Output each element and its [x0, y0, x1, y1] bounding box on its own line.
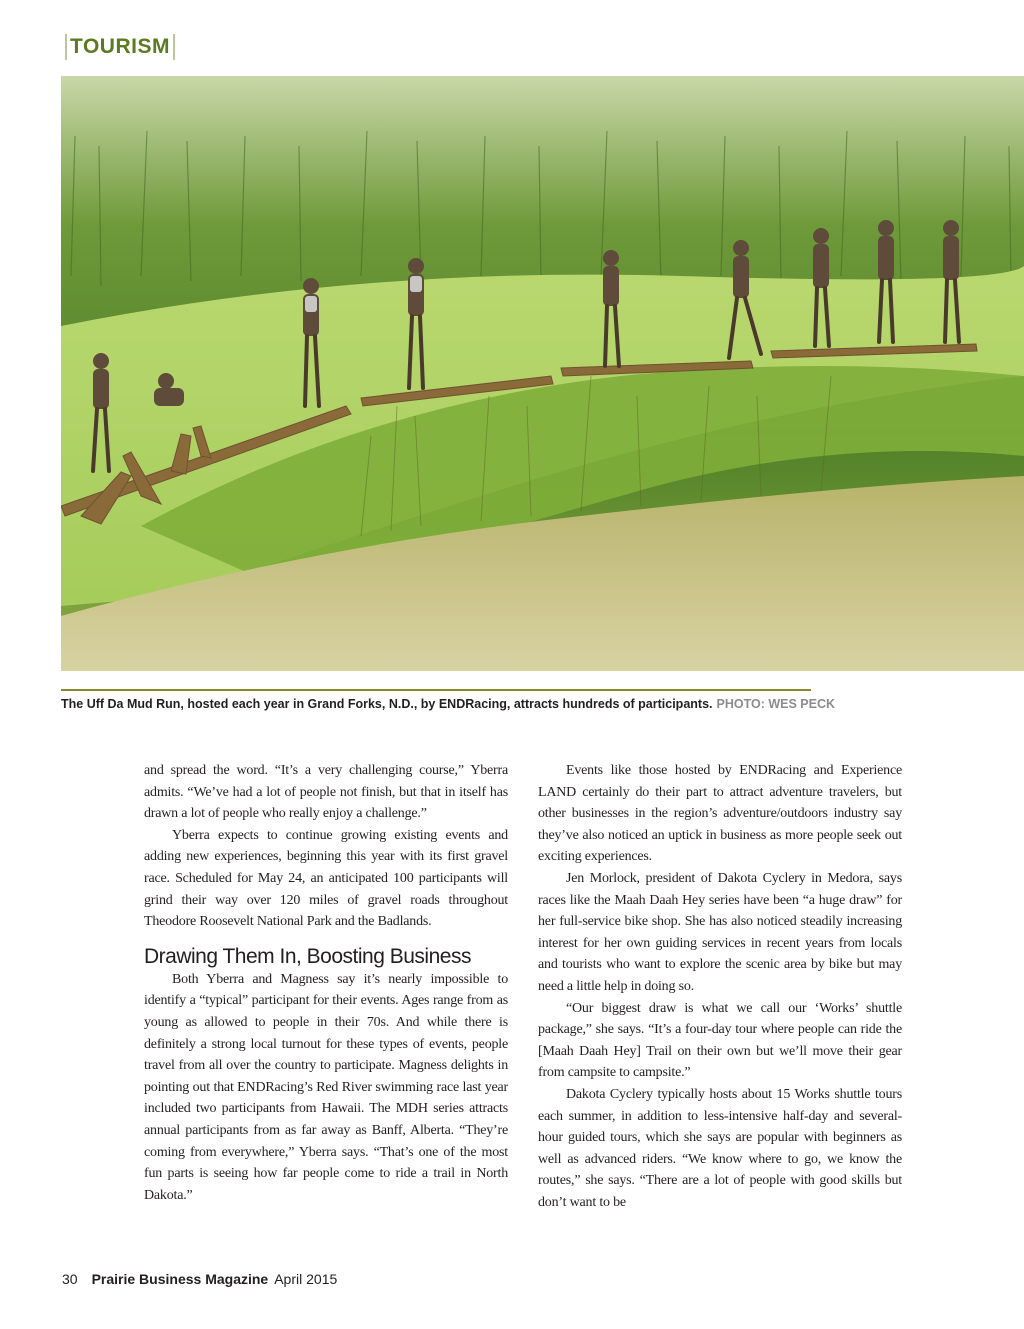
- paragraph: and spread the word. “It’s a very challenging course,” Yberra admits. “We’ve had a lot of people not finish, but that in itself has drawn a lot of people who really enjoy a challenge.”: [144, 763, 508, 822]
- article-column-right: [538, 760, 902, 1213]
- issue-date: April 2015: [274, 1271, 338, 1287]
- paragraph: Yberra expects to continue growing existing events and adding new experiences, beginning this year with its first gravel race. Scheduled for May 24, an anticipated 100 participants will grind their way over 120 miles of gravel roads throughout Theodore Roosevelt National Park and the Badlands.: [144, 827, 508, 930]
- publication-name: Prairie Business Magazine: [91, 1271, 269, 1287]
- section-bar-left: [65, 34, 67, 60]
- caption-rule: [61, 689, 811, 691]
- page-number: 30: [62, 1271, 78, 1287]
- paragraph: Jen Morlock, president of Dakota Cyclery in Medora, says races like the Maah Daah Hey series have been “a huge draw” for her full-service bike shop. She has also noticed steadily increasing interest for her own guiding services in recent years from locals and tourists who want to explore the scenic area by bike but may need a little help in doing so.: [538, 870, 902, 994]
- mud-run-photo: [61, 76, 1024, 671]
- page-footer: [62, 1271, 337, 1287]
- photo-caption: [61, 697, 841, 711]
- paragraph: Both Yberra and Magness say it’s nearly impossible to identify a “typical” participant for their events. Ages range from as young as allowed to people in their 70s. And while there is definitely a strong local turnout for these types of events, people travel from all over the country to participate. Magness delights in pointing out that ENDRacing’s Red River swimming race last year included two participants from Hawaii. The MDH series attracts annual participants from as far away as Banff, Alberta. “They’re coming from everywhere,” Yberra says. “That’s one of the most fun parts is seeing how far people come to ride a trail in North Dakota.”: [144, 971, 508, 1203]
- section-label: TOURISM: [70, 35, 170, 58]
- subheading: Drawing Them In, Boosting Business: [144, 944, 471, 968]
- photo-credit: PHOTO: WES PECK: [716, 697, 836, 711]
- paragraph: Events like those hosted by ENDRacing and Experience LAND certainly do their part to attract adventure travelers, but other businesses in the region’s adventure/outdoors industry say they’ve also noticed an uptick in business as more people seek out exciting experiences.: [538, 763, 902, 865]
- section-tag: [62, 34, 178, 60]
- paragraph: “Our biggest draw is what we call our ‘Works’ shuttle package,” she says. “It’s a four-day tour where people can ride the [Maah Daah Hey] Trail on their own but we’ll move their gear from campsite to campsite.”: [538, 1000, 902, 1081]
- caption-text: The Uff Da Mud Run, hosted each year in Grand Forks, N.D., by ENDRacing, attracts hundreds of participants.: [61, 697, 713, 711]
- section-bar-right: [173, 34, 175, 60]
- paragraph: Dakota Cyclery typically hosts about 15 Works shuttle tours each summer, in addition to less-intensive half-day and several-hour guided tours, which she says are popular with beginners as well as advanced riders. “We know where to go, we know the routes,” she says. “There are a lot of people with good skills but don’t want to be: [538, 1086, 902, 1210]
- article-column-left: [144, 760, 508, 1206]
